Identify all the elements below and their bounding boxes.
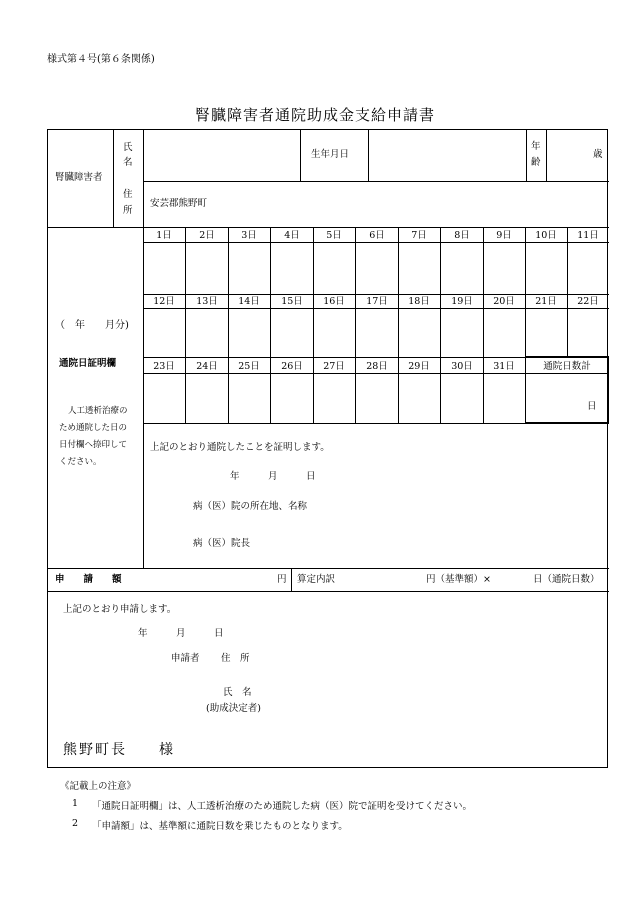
- page-title: 腎臓障害者通院助成金支給申請書: [194, 106, 435, 124]
- divider: [355, 227, 356, 423]
- day-label: 14日: [238, 296, 260, 307]
- birthdate-field[interactable]: [370, 132, 524, 179]
- birthdate-label: 生年月日: [311, 149, 350, 160]
- divider: [48, 591, 609, 592]
- divider: [398, 227, 399, 423]
- period-label: （ 年 月分): [55, 320, 129, 331]
- divider: [300, 130, 301, 181]
- visit-days-label: 日（通院日数）: [533, 574, 600, 585]
- note-number: 2: [72, 818, 79, 829]
- application-date: 年 月 日: [138, 628, 224, 639]
- day-label: 29日: [408, 361, 430, 372]
- divider: [567, 227, 568, 357]
- day-label: 4日: [284, 230, 300, 241]
- day-label: 7日: [411, 230, 427, 241]
- day-label: 6日: [369, 230, 385, 241]
- day-label: 1日: [156, 230, 172, 241]
- day-label: 17日: [366, 296, 388, 307]
- divider: [185, 227, 186, 423]
- name-label: 名: [123, 157, 133, 168]
- address-value: 安芸郡熊野町: [150, 198, 208, 209]
- divider: [483, 227, 484, 423]
- hospital-head-label: 病（医）院長: [193, 538, 251, 549]
- divider: [440, 227, 441, 423]
- divider: [143, 242, 609, 243]
- day-label: 31日: [493, 361, 515, 372]
- application-statement: 上記のとおり申請します。: [63, 604, 177, 615]
- instruction-line: ため通院した日の: [59, 423, 128, 433]
- address-label: 住: [123, 189, 133, 200]
- day-label: 5日: [326, 230, 342, 241]
- divider: [368, 130, 369, 181]
- notes-heading: 《記載上の注意》: [60, 781, 137, 792]
- divider: [270, 227, 271, 423]
- day-label: 24日: [196, 361, 218, 372]
- age-label: 齢: [531, 157, 541, 168]
- day-label: 25日: [238, 361, 260, 372]
- day-label: 19日: [451, 296, 473, 307]
- day-label: 12日: [153, 296, 175, 307]
- day-label: 9日: [496, 230, 512, 241]
- day-label: 3日: [241, 230, 257, 241]
- instruction-line: 人工透析治療の: [68, 406, 128, 416]
- age-label: 年: [531, 141, 541, 152]
- divider: [143, 181, 609, 182]
- day-label: 18日: [408, 296, 430, 307]
- day-label: 26日: [281, 361, 303, 372]
- divider: [546, 130, 547, 181]
- base-amount-label: 円（基準額）×: [426, 574, 491, 585]
- instruction-line: ください。: [59, 457, 102, 467]
- address-label: 所: [123, 205, 133, 216]
- day-label: 13日: [196, 296, 218, 307]
- name-label: 氏: [123, 142, 133, 153]
- applicant-label: 申請者: [171, 653, 200, 664]
- day-label: 8日: [454, 230, 470, 241]
- application-form: [47, 129, 608, 768]
- divider: [313, 227, 314, 423]
- total-days-label: 通院日数計: [543, 361, 591, 372]
- note-text: 「通院日証明欄」は、人工透析治療のため通院した病（医）院で証明を受けてください。: [92, 801, 473, 812]
- divider: [526, 130, 527, 181]
- divider: [143, 130, 144, 568]
- divider: [228, 227, 229, 423]
- amount-field[interactable]: [145, 570, 275, 589]
- divider: [143, 423, 609, 424]
- calculation-label: 算定内訳: [297, 574, 336, 585]
- day-label: 20日: [493, 296, 515, 307]
- day-label: 16日: [323, 296, 345, 307]
- divider: [143, 294, 609, 295]
- day-label: 15日: [281, 296, 303, 307]
- hospital-address-label: 病（医）院の所在地、名称: [193, 501, 308, 512]
- section-label: 通院日証明欄: [59, 358, 117, 369]
- name-field[interactable]: [145, 132, 298, 179]
- addressee: 熊野町長 様: [63, 742, 175, 758]
- applicant-address-label: 住 所: [221, 653, 250, 664]
- day-label: 11日: [577, 230, 599, 241]
- disabled-person-label: 腎臓障害者: [55, 172, 103, 183]
- day-label: 23日: [153, 361, 175, 372]
- applicant-name-field[interactable]: [263, 682, 563, 702]
- form-number: 様式第４号(第６条関係): [47, 54, 155, 65]
- applicant-name-label: 氏 名: [223, 687, 252, 698]
- divider: [143, 308, 609, 309]
- day-label: 21日: [535, 296, 557, 307]
- decision-person-label: (助成決定者): [206, 703, 261, 714]
- divider: [291, 568, 292, 591]
- day-label: 30日: [451, 361, 473, 372]
- divider: [48, 568, 609, 569]
- applicant-address-field[interactable]: [263, 648, 563, 668]
- age-field[interactable]: [548, 132, 590, 179]
- amount-label: 申 請 額: [55, 574, 122, 585]
- day-label: 10日: [535, 230, 557, 241]
- note-number: 1: [72, 798, 79, 809]
- certification-text: 上記のとおり通院したことを証明します。: [150, 442, 330, 453]
- note-text: 「申請額」は、基準額に通院日数を乗じたものとなります。: [92, 821, 348, 832]
- day-label: 27日: [323, 361, 345, 372]
- instruction-line: 日付欄へ捺印して: [59, 440, 128, 450]
- certification-date: 年 月 日: [230, 471, 316, 482]
- age-unit: 歳: [593, 149, 603, 160]
- total-days-unit: 日: [587, 401, 597, 412]
- day-label: 2日: [199, 230, 215, 241]
- day-label: 22日: [577, 296, 599, 307]
- day-label: 28日: [366, 361, 388, 372]
- divider: [113, 130, 114, 227]
- amount-yen: 円: [277, 574, 287, 585]
